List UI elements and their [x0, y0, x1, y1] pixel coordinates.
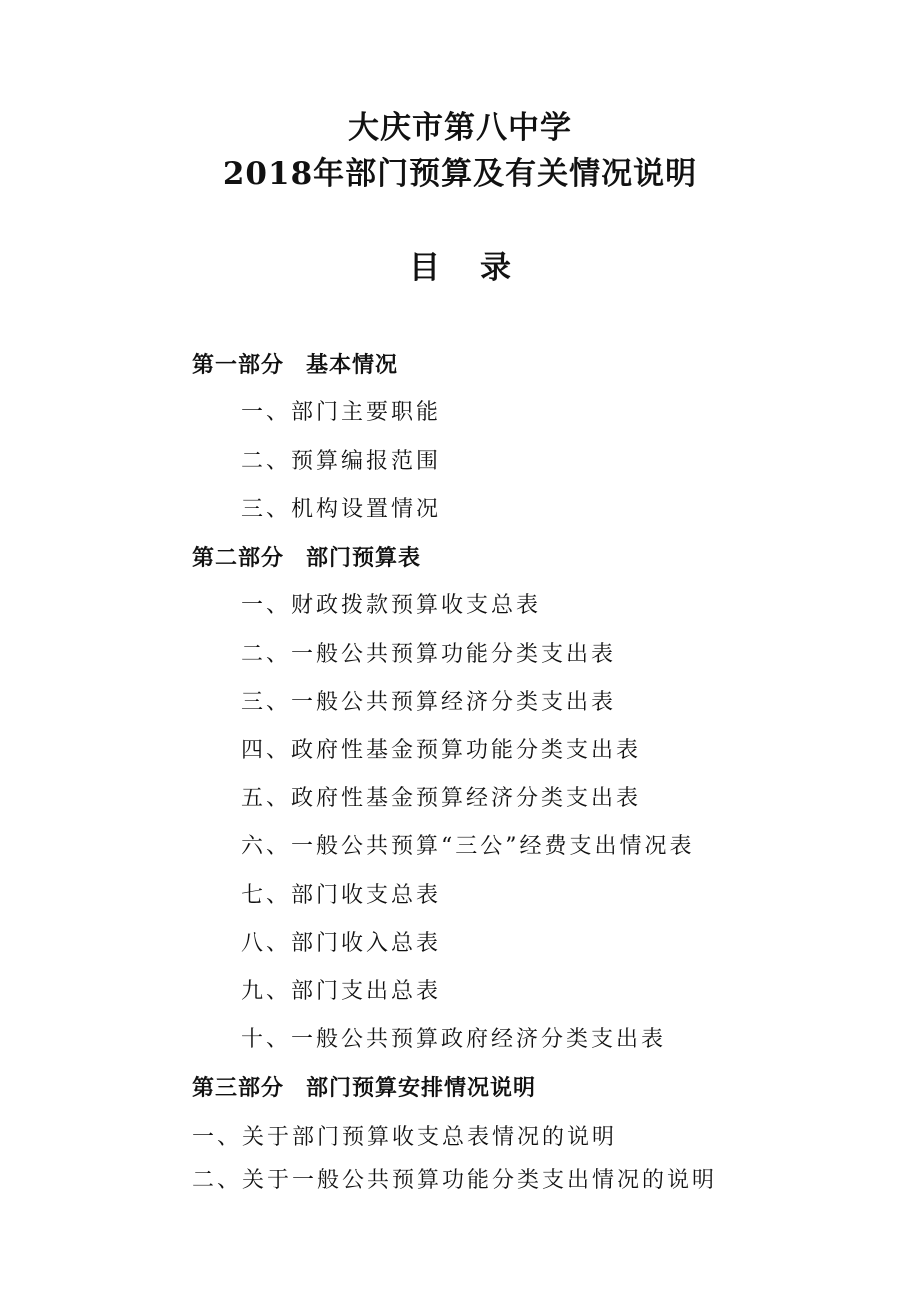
toc-part3-heading[interactable] — [192, 1073, 536, 1103]
toc-part2-title: 部门预算表 — [306, 545, 422, 571]
toc-item[interactable]: 一、部门主要职能 — [241, 400, 442, 425]
toc-part1-heading[interactable] — [192, 350, 398, 380]
toc-item[interactable]: 二、关于一般公共预算功能分类支出情况的说明 — [192, 1168, 718, 1193]
toc-item[interactable]: 四、政府性基金预算功能分类支出表 — [241, 738, 642, 763]
toc-part3-number: 第三部分 — [192, 1075, 285, 1101]
toc-part3-title: 部门预算安排情况说明 — [306, 1075, 537, 1101]
document-title-line2: 2018年部门预算及有关情况说明 — [222, 156, 698, 192]
toc-item[interactable]: 十、一般公共预算政府经济分类支出表 — [241, 1027, 667, 1052]
toc-item[interactable]: 五、政府性基金预算经济分类支出表 — [241, 786, 642, 811]
toc-part2-heading[interactable] — [192, 543, 421, 573]
toc-item[interactable]: 九、部门支出总表 — [241, 979, 442, 1004]
toc-part1-number: 第一部分 — [192, 352, 285, 378]
toc-item[interactable]: 一、关于部门预算收支总表情况的说明 — [192, 1125, 618, 1150]
toc-heading: 目录 — [409, 250, 551, 286]
toc-item[interactable]: 二、预算编报范围 — [241, 449, 442, 474]
document-title-line1: 大庆市第八中学 — [348, 110, 572, 146]
toc-item[interactable]: 六、一般公共预算“三公”经费支出情况表 — [241, 834, 695, 859]
toc-part1-title: 基本情况 — [306, 352, 399, 378]
toc-part2-number: 第二部分 — [192, 545, 285, 571]
toc-item[interactable]: 三、一般公共预算经济分类支出表 — [241, 690, 617, 715]
toc-item[interactable]: 七、部门收支总表 — [241, 883, 442, 908]
toc-item[interactable]: 八、部门收入总表 — [241, 931, 442, 956]
toc-item[interactable]: 二、一般公共预算功能分类支出表 — [241, 642, 617, 667]
toc-item[interactable]: 一、财政拨款预算收支总表 — [241, 593, 542, 618]
toc-item[interactable]: 三、机构设置情况 — [241, 497, 442, 522]
